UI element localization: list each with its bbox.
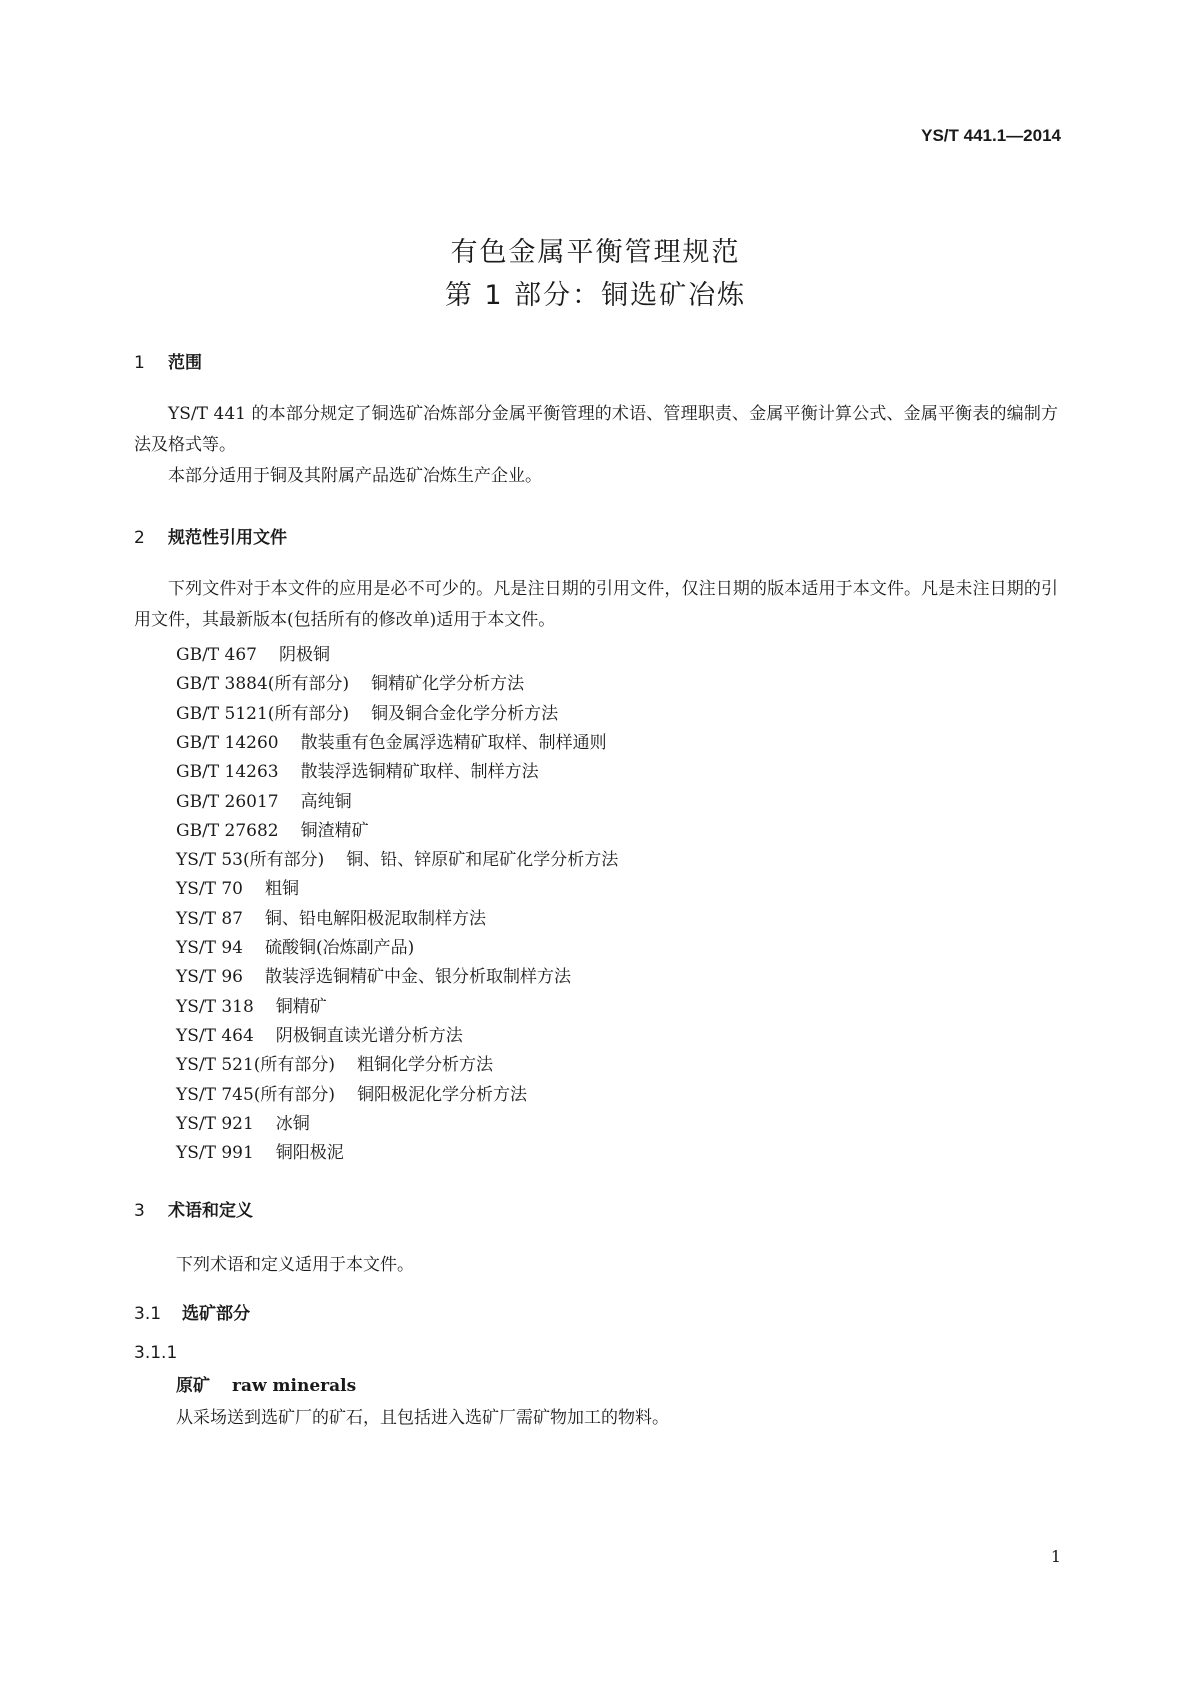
reference-code: YS/T 87	[176, 909, 243, 929]
term-entry	[176, 1371, 356, 1396]
section-number: 1	[134, 353, 145, 373]
reference-item	[176, 669, 524, 694]
reference-item	[176, 1080, 527, 1105]
reference-title: 铜及铜合金化学分析方法	[371, 704, 559, 724]
term-chinese: 原矿	[176, 1376, 210, 1396]
terms-intro: 下列术语和定义适用于本文件。	[176, 1255, 414, 1275]
reference-item	[176, 787, 352, 812]
reference-item	[176, 757, 539, 782]
section-title: 规范性引用文件	[168, 528, 287, 548]
reference-item	[176, 1109, 310, 1134]
reference-code: GB/T 467	[176, 645, 257, 665]
page-number: 1	[1050, 1547, 1061, 1566]
reference-code: GB/T 14260	[176, 733, 279, 753]
reference-title: 冰铜	[275, 1114, 310, 1134]
reference-title: 散装浮选铜精矿取样、制样方法	[300, 762, 539, 782]
reference-title: 铜精矿	[275, 997, 327, 1017]
reference-item	[176, 699, 558, 724]
section-number: 2	[134, 528, 145, 548]
reference-title: 阴极铜直读光谱分析方法	[275, 1026, 463, 1046]
section-1-heading	[134, 348, 202, 373]
reference-code: YS/T 521(所有部分)	[176, 1055, 336, 1075]
reference-item	[176, 874, 299, 899]
reference-title: 铜精矿化学分析方法	[371, 674, 525, 694]
reference-title: 铜渣精矿	[300, 821, 369, 841]
reference-item	[176, 1050, 493, 1075]
term-number: 3.1.1	[134, 1343, 178, 1363]
reference-title: 铜、铅电解阳极泥取制样方法	[264, 909, 486, 929]
scope-paragraph-2: 本部分适用于铜及其附属产品选矿冶炼生产企业。	[168, 466, 542, 486]
reference-code: YS/T 70	[176, 879, 243, 899]
reference-code: YS/T 921	[176, 1114, 254, 1134]
section-title: 范围	[168, 353, 202, 373]
reference-title: 铜阳极泥	[275, 1143, 344, 1163]
references-intro: 下列文件对于本文件的应用是必不可少的。凡是注日期的引用文件，仅注日期的版本适用于本文件。凡是未注日期的引用文件，其最新版本(包括所有的修改单)适用于本文件。	[134, 579, 1058, 630]
reference-item	[176, 1138, 344, 1163]
document-subtitle: 第 1 部分：铜选矿冶炼	[444, 280, 747, 311]
reference-code: YS/T 53(所有部分)	[176, 850, 325, 870]
reference-item	[176, 933, 414, 958]
subsection-number: 3.1	[134, 1304, 162, 1324]
reference-item	[176, 992, 327, 1017]
section-3-heading	[134, 1196, 253, 1221]
reference-title: 粗铜化学分析方法	[357, 1055, 494, 1075]
reference-item	[176, 728, 607, 753]
reference-item	[176, 962, 571, 987]
section-number: 3	[134, 1201, 145, 1221]
standard-code: YS/T 441.1—2014	[921, 126, 1061, 145]
reference-title: 高纯铜	[300, 792, 352, 812]
reference-title: 散装浮选铜精矿中金、银分析取制样方法	[264, 967, 571, 987]
reference-code: GB/T 5121(所有部分)	[176, 704, 350, 724]
reference-code: YS/T 318	[176, 997, 254, 1017]
reference-code: GB/T 27682	[176, 821, 279, 841]
reference-code: GB/T 26017	[176, 792, 279, 812]
reference-title: 硫酸铜(冶炼副产品)	[264, 938, 415, 958]
reference-title: 铜阳极泥化学分析方法	[357, 1085, 528, 1105]
reference-code: GB/T 3884(所有部分)	[176, 674, 350, 694]
document-title: 有色金属平衡管理规范	[450, 237, 741, 268]
reference-code: YS/T 745(所有部分)	[176, 1085, 336, 1105]
reference-item	[176, 816, 369, 841]
term-definition: 从采场送到选矿厂的矿石，且包括进入选矿厂需矿物加工的物料。	[176, 1408, 669, 1428]
reference-item	[176, 845, 618, 870]
reference-code: YS/T 464	[176, 1026, 254, 1046]
reference-title: 铜、铅、锌原矿和尾矿化学分析方法	[346, 850, 619, 870]
reference-item	[176, 1021, 463, 1046]
term-english: raw minerals	[232, 1376, 357, 1396]
reference-item	[176, 640, 330, 665]
subsection-title: 选矿部分	[182, 1304, 250, 1324]
reference-title: 散装重有色金属浮选精矿取样、制样通则	[300, 733, 607, 753]
section-2-heading	[134, 523, 287, 548]
reference-code: YS/T 96	[176, 967, 243, 987]
subsection-3-1-heading	[134, 1299, 250, 1324]
reference-code: YS/T 991	[176, 1143, 254, 1163]
reference-item	[176, 904, 486, 929]
reference-title: 粗铜	[264, 879, 299, 899]
scope-paragraph-1: YS/T 441 的本部分规定了铜选矿冶炼部分金属平衡管理的术语、管理职责、金属平衡计算公式、金属平衡表的编制方法及格式等。	[134, 404, 1058, 455]
reference-code: GB/T 14263	[176, 762, 279, 782]
reference-title: 阴极铜	[279, 645, 330, 665]
section-title: 术语和定义	[168, 1201, 253, 1221]
reference-code: YS/T 94	[176, 938, 243, 958]
